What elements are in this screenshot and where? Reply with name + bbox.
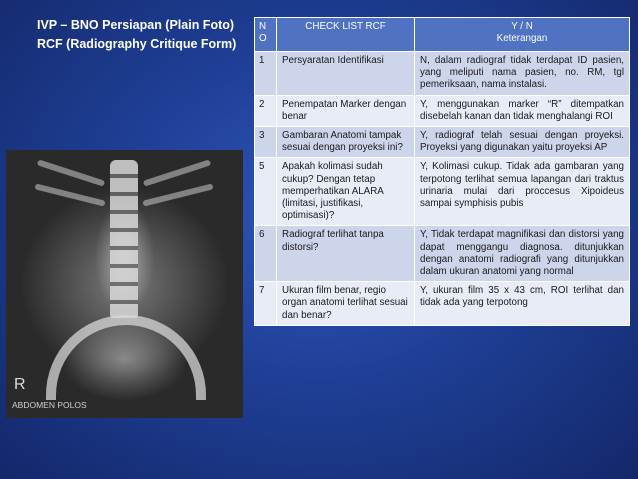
rib-shape	[37, 159, 105, 186]
spine-shape	[110, 160, 138, 320]
table-row	[255, 95, 630, 126]
row-keterangan: Y, Tidak terdapat magnifikasi dan distorsi yang dapat menggangu diagnosa. ditunjukkan dengan anatomi radiografi yang ditunjukkan dalam ukuran anatomi yang normal	[415, 226, 630, 282]
table-row	[255, 282, 630, 326]
header-yn: Y / N	[511, 21, 533, 32]
slide-title	[37, 16, 237, 54]
row-no: 5	[255, 158, 277, 226]
header-checklist: CHECK LIST RCF	[277, 18, 415, 52]
row-item: Ukuran film benar, regio organ anatomi terlihat sesuai dan benar?	[277, 282, 415, 326]
row-no: 3	[255, 127, 277, 158]
xray-marker: R	[14, 376, 26, 393]
table-header-row	[255, 18, 630, 52]
pelvis-shape	[46, 315, 206, 400]
rib-shape	[34, 183, 105, 206]
row-no: 1	[255, 52, 277, 96]
row-item: Penempatan Marker dengan benar	[277, 95, 415, 126]
table-row	[255, 226, 630, 282]
title-line-1: IVP – BNO Persiapan (Plain Foto)	[37, 18, 235, 32]
row-no: 6	[255, 226, 277, 282]
table-row	[255, 158, 630, 226]
rib-shape	[143, 159, 211, 186]
table-row	[255, 52, 630, 96]
rcf-checklist-table	[254, 17, 630, 326]
header-yn-keterangan	[415, 18, 630, 52]
row-no: 2	[255, 95, 277, 126]
title-line-2: RCF (Radiography Critique Form)	[37, 37, 237, 51]
row-item: Apakah kolimasi sudah cukup? Dengan tetap memperhatikan ALARA (limitasi, justifikasi, optimisasi)?	[277, 158, 415, 226]
row-item: Radiograf terlihat tanpa distorsi?	[277, 226, 415, 282]
row-keterangan: Y, Kolimasi cukup. Tidak ada gambaran yang terpotong terlihat semua lapangan dari traktus urinaria mulai dari proccesus Xipoideus sampai symphisis pubis	[415, 158, 630, 226]
row-keterangan: Y, radiograf telah sesuai dengan proyeksi. Proyeksi yang digunakan yaitu proyeksi AP	[415, 127, 630, 158]
row-item: Persyaratan Identifikasi	[277, 52, 415, 96]
row-keterangan: Y, menggunakan marker “R” ditempatkan disebelah kanan dan tidak menghalangi ROI	[415, 95, 630, 126]
rib-shape	[142, 183, 213, 206]
row-item: Gambaran Anatomi tampak sesuai dengan proyeksi ini?	[277, 127, 415, 158]
table-row	[255, 127, 630, 158]
xray-caption: ABDOMEN POLOS	[12, 400, 87, 410]
abdomen-xray-image	[6, 150, 243, 418]
header-keterangan: Keterangan	[496, 33, 548, 45]
row-keterangan: Y, ukuran film 35 x 43 cm, ROI terlihat dan tidak ada yang terpotong	[415, 282, 630, 326]
header-no: N O	[255, 18, 277, 52]
row-no: 7	[255, 282, 277, 326]
row-keterangan: N, dalam radiograf tidak terdapat ID pasien, yang meliputi nama pasien, no. RM, tgl pemeriksaan, nama instalasi.	[415, 52, 630, 96]
